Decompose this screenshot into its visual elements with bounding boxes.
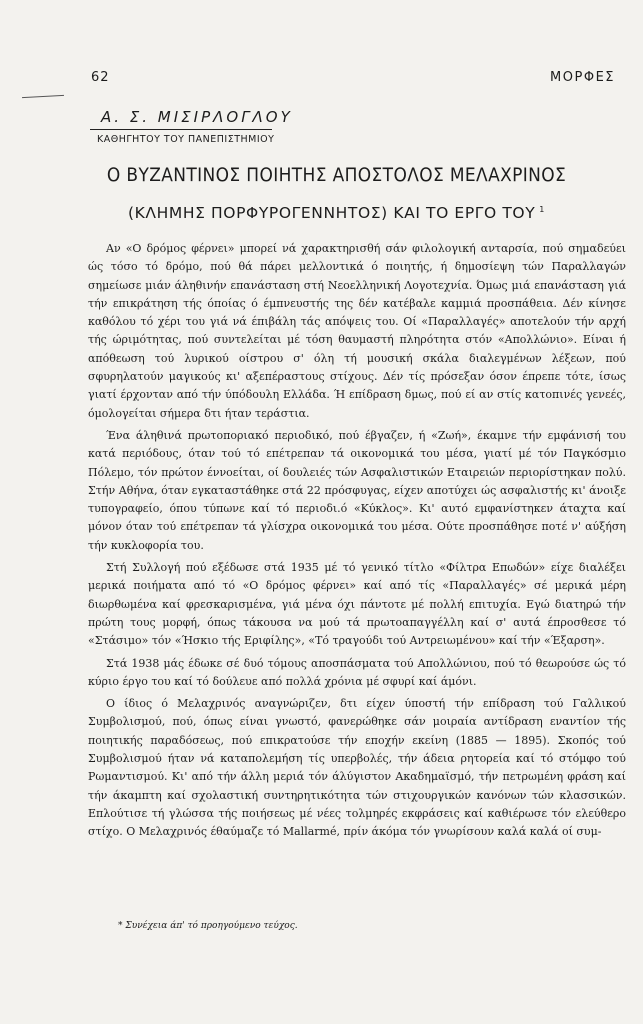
footnote-marker: 1 <box>539 204 545 214</box>
paragraph-5: Ο ίδιος ό Μελαχρινός αναγνώριζεν, δτι είχεν ύποστή τήν επίδραση τού Γαλλικού Συμβολισμού, πού, όπως είναι γνωστό, φανερώθηκε σάν μοιραία αντίδραση εναντίον τής ποιητικής παραδόσεως, πού επικρατούσε τήν εποχήν εκείνη (1885 — 1895). Σκοπός τού Συμβολισμού ήταν νά καταπολεμήση τίς υπερβολές, τήν άδεια ρητορεία καί τό στόμφο τού Ρωμαντισμού. Κι' από τήν άλλη μεριά τόν άλύγιστον Ακαδημαϊσμό, τήν πετρωμένη φράση καί τήν άκαμπτη καί σχολαστική συντηρητικότητα τών στιχουργικών κανόνων τών κλασσικών. Επλούτισε τή γλώσσα τής ποιήσεως μέ νέες τολμηρές εκφράσεις καί καθιέρωσε τόν ελεύθερο στίχο. Ο Μελαχρινός έθαύμαζε τό Mallarmé, πρίν άκόμα τόν γνωρίσουν καλά καλά οί συμ- <box>88 697 626 839</box>
author-rule <box>90 129 272 130</box>
article-body <box>88 240 626 842</box>
article-subtitle-line <box>60 204 613 222</box>
article-subtitle: (ΚΛΗΜΗΣ ΠΟΡΦΥΡΟΓΕΝΝΗΤΟΣ) ΚΑΙ ΤΟ ΕΡΓΟ ΤΟΥ <box>128 204 536 222</box>
paragraph-3: Στή Συλλογή πού εξέδωσε στά 1935 μέ τό γενικό τίτλο «Φίλτρα Επωδών» είχε διαλέξει μερικά ποιήματα από τό «Ο δρόμος φέρνει» καί από τίς «Παραλλαγές» σέ μερικά μέρη διωρθωμένα καί φρεσκαρισμένα, γιά μένα όχι πάντοτε μέ πολλή επιτυχία. Εγώ διατηρώ τήν πρώτη τους μορφή, όπως τάκουσα να μού τά πρωτοαπαγγέλλη καί σ' αυτά έπροσθεσε τό «Στάσιμο» τόν «Ήσκιο τής Εριφίλης», «Τό τραγούδι τού Αντρειωμένου» καί τήν «Έξαρση». <box>88 561 626 648</box>
footnote: * Συνέχεια άπ' τό προηγούμενο τεύχος. <box>118 921 298 931</box>
paragraph-1: Αν «Ο δρόμος φέρνει» μπορεί νά χαρακτηρισθή σάν φιλολογική ανταρσία, πού σημαδεύει ώς τόσο τό δρόμο, πού θά πάρει μελλοντικά ό ποιητής, ή δημοσίεψη τών Παραλλαγών σημείωσε μιάν άληθινήν επανάσταση στή Νεοελληνική Λογοτεχνία. Όμως μιά επανάσταση γιά τήν επικράτηση τής όποίας ό έμπνευστής της δέν κατέβαλε καμμιά προσπάθεια. Δέν κίνησε καθόλου τό χέρι του γιά νά έπιβάλη τάς απόψεις του. Οί «Παραλλαγές» αποτελούν τήν αρχή τής ώριμότητας, πού συντελείται μέ τόση θαυμαστή πληρότητα στόν «Απολλώνιο». Είναι ή απόθεωση τού λυρικού οίστρου σ' όλη τή μουσική σκάλα διαλεγμένων λέξεων, πού σφυρηλατούν μαγικούς κι' αξεπέραστους στίχους. Δέν τίς πρόσεξαν όσον έπρεπε τότε, ίσως γιατί έρχονταν από τήν ύπόδουλη Ελλάδα. Ή επίδραση δμως, πού εί αν στίς κατοπινές γενεές, όμολογείται σήμερα δτι ήταν τεράστια. <box>88 242 626 420</box>
paragraph-2: Ένα άληθινά πρωτοποριακό περιοδικό, πού έβγαζεν, ή «Ζωή», έκαμνε τήν εμφάνισή του κατά περιόδους, όταν τού τό επέτρεπαν τά οικονομικά του μέσα, γιατί μέ τόν Παγκόσμιο Πόλεμο, τόν πρώτον έννοείται, οί δουλειές τών Ασφαλιστικών Εταιρειών περιορίστηκαν πολύ. Στήν Αθήνα, όταν εγκαταστάθηκε στά 22 πρόσφυγας, είχεν αποτύχει ώς ασφαλιστής κι' άνοιξε τυπογραφείο, όπου τύπωνε καί τό περιοδι.ό «Κύκλος». Κι' αυτό εμφανίστηκεν άταχτα καί μόνον όταν τού επέτρεπαν τά γλίσχρα οικονομικά του μέσα. Ούτε προσπάθησε ποτέ ν' αύξήση τήν κυκλοφορία του. <box>88 428 626 552</box>
journal-name: ΜΟΡΦΕΣ <box>550 70 615 85</box>
decorative-mark <box>22 95 64 98</box>
article-title: Ο ΒΥΖΑΝΤΙΝΟΣ ΠΟΙΗΤΗΣ ΑΠΟΣΤΟΛΟΣ ΜΕΛΑΧΡΙΝΟΣ <box>106 165 567 186</box>
author-name: Α. Σ. ΜΙΣΙΡΛΟΓΛΟΥ <box>101 108 293 126</box>
author-affiliation: ΚΑΘΗΓΗΤΟΥ ΤΟΥ ΠΑΝΕΠΙΣΤΗΜΙΟΥ <box>97 134 275 145</box>
paragraph-4: Στά 1938 μάς έδωκε σέ δυό τόμους αποσπάσματα τού Απολλώνιου, πού τό θεωρούσε ώς τό κύριο έργο του καί τό δούλευε από πολλά χρόνια μέ σφυρί καί άμόνι. <box>88 656 626 688</box>
page-number: 62 <box>91 70 110 85</box>
